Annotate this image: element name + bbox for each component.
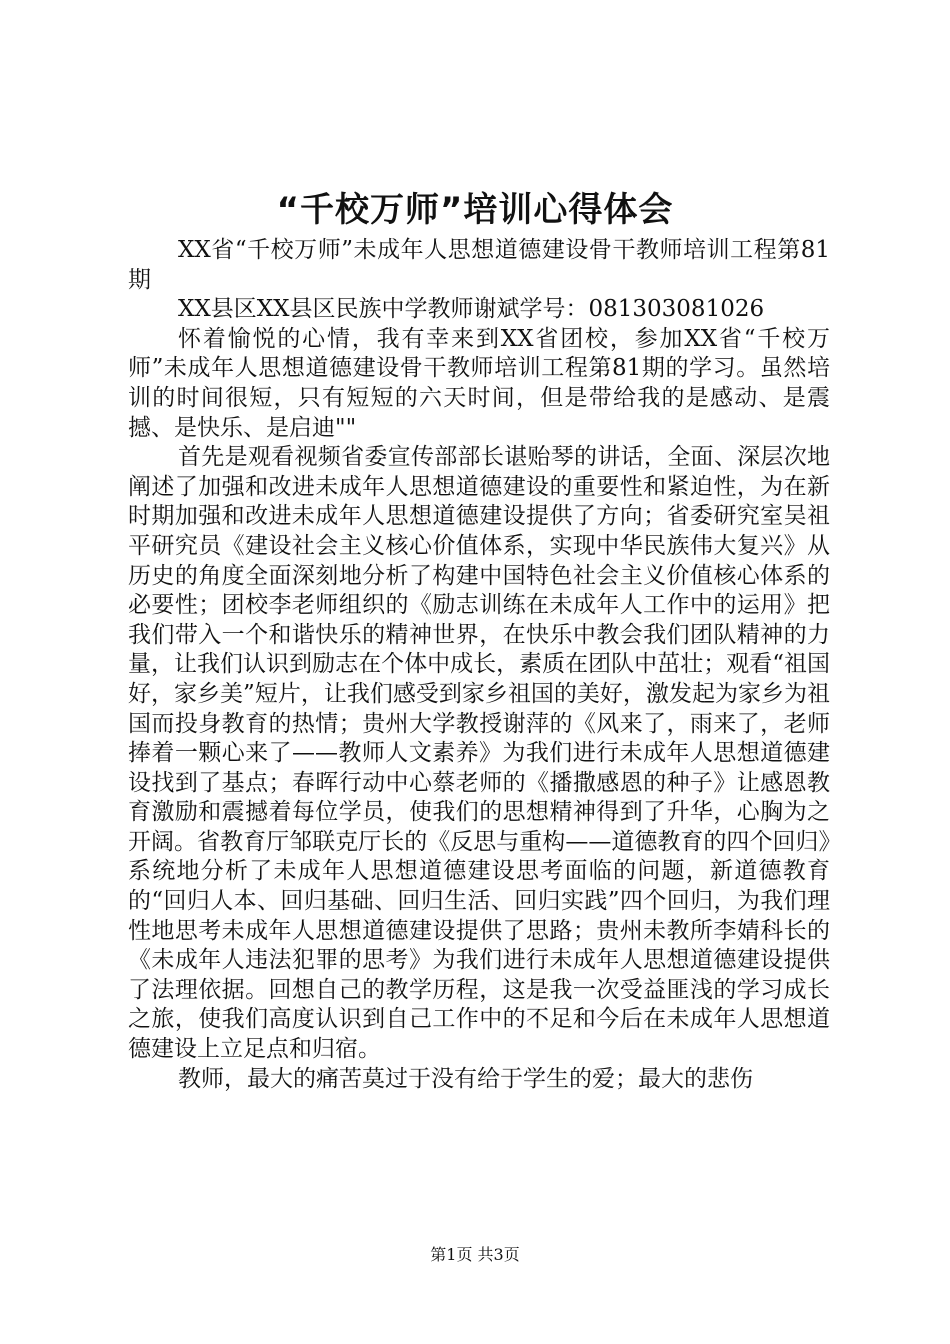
page-number-footer: 第1页 共3页 bbox=[430, 1245, 520, 1264]
body-paragraph: 首先是观看视频省委宣传部部长谌贻琴的讲话，全面、深层次地阐述了加强和改进未成年人思想道德建设的重要性和紧迫性，为在新时期加强和改进未成年人思想道德建设提供了方向；省委研究室吴祖平研究员《建设社会主义核心价值体系，实现中华民族伟大复兴》从历史的角度全面深刻地分析了构建中国特色社会主义价值核心体系的必要性；团校李老师组织的《励志训练在未成年人工作中的运用》把我们带入一个和谐快乐的精神世界，在快乐中教会我们团队精神的力量，让我们认识到励志在个体中成长，素质在团队中茁壮；观看“祖国好，家乡美”短片，让我们感受到家乡祖国的美好，激发起为家乡为祖国而投身教育的热情；贵州大学教授谢萍的《风来了，雨来了，老师捧着一颗心来了——教师人文素养》为我们进行未成年人思想道德建设找到了基点；春晖行动中心蔡老师的《播撒感恩的种子》让感恩教育激励和震撼着每位学员，使我们的思想精神得到了升华，心胸为之开阔。省教育厅邹联克厅长的《反思与重构——道德教育的四个回归》系统地分析了未成年人思想道德建设思考面临的问题，新道德教育的“回归人本、回归基础、回归生活、回归实践”四个回归，为我们理性地思考未成年人思想道德建设提供了思路；贵州未教所李婧科长的《未成年人违法犯罪的思考》为我们进行未成年人思想道德建设提供了法理依据。回想自己的教学历程，这是我一次受益匪浅的学习成长之旅，使我们高度认识到自己工作中的不足和今后在未成年人思想道德建设上立足点和归宿。 bbox=[128, 444, 830, 1063]
document-title: “千校万师”培训心得体会 bbox=[276, 190, 674, 230]
subtitle-line-program: XX省“千校万师”未成年人思想道德建设骨干教师培训工程第81期 bbox=[128, 237, 830, 293]
body-paragraph: 教师，最大的痛苦莫过于没有给于学生的爱；最大的悲伤 bbox=[178, 1065, 753, 1092]
body-paragraph: 怀着愉悦的心情，我有幸来到XX省团校，参加XX省“千校万师”未成年人思想道德建设骨干教师培训工程第81期的学习。虽然培训的时间很短，只有短短的六天时间，但是带给我的是感动、是震撼、是快乐、是启迪"" bbox=[128, 325, 830, 441]
subtitle-line-author: XX县区XX县区民族中学教师谢斌学号：081303081026 bbox=[178, 296, 765, 323]
document-body bbox=[128, 236, 830, 1094]
